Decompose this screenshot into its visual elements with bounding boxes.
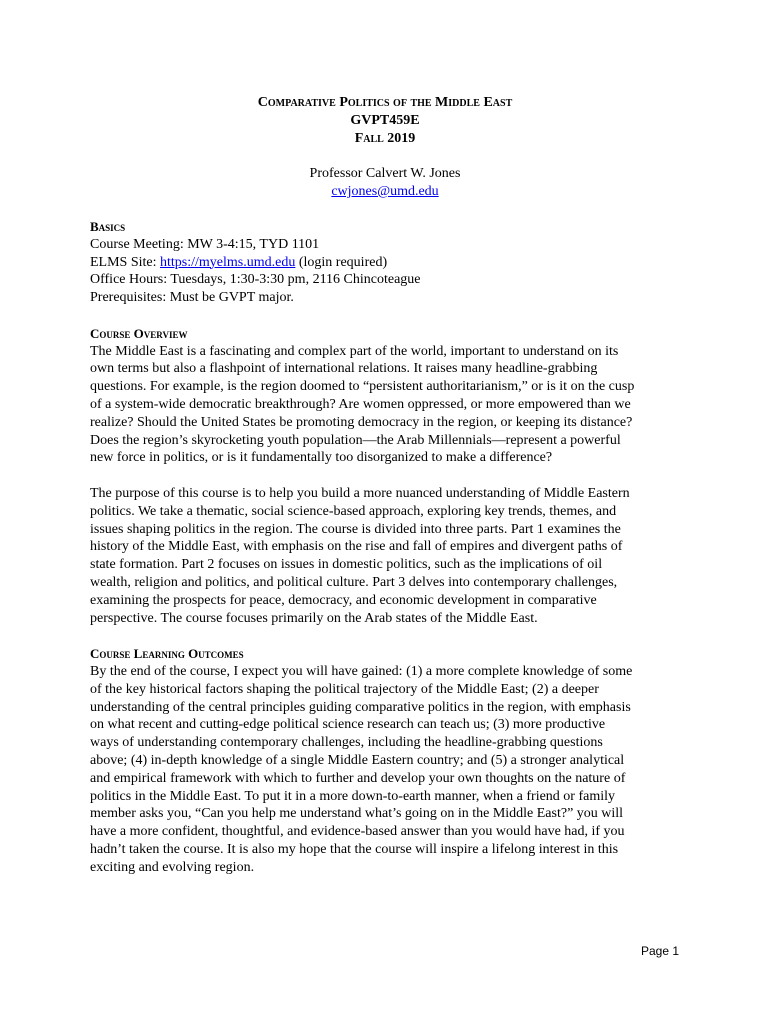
elms-link[interactable]: https://myelms.umd.edu — [160, 254, 296, 270]
text-line: and empirical framework with which to further and develop your own thoughts on the nature of — [90, 770, 626, 786]
course-code: GVPT459E — [350, 113, 420, 128]
outcomes-paragraph — [90, 663, 690, 877]
document-header — [0, 94, 770, 148]
overview-paragraph-2-block — [90, 485, 690, 627]
text-line: politics in the Middle East. To put it in a more down-to-earth manner, when a friend or family — [90, 788, 616, 804]
professor-info — [0, 165, 770, 201]
course-title: Comparative Politics of the Middle East — [257, 95, 513, 110]
text-line: new force in politics, or is it fundamentally too disorganized to make a difference? — [90, 450, 553, 466]
text-line: By the end of the course, I expect you will have gained: (1) a more complete knowledge of some — [90, 663, 633, 679]
text-line: history of the Middle East, with emphasis on the rise and fall of empires and divergent paths of — [90, 539, 623, 555]
text-line: on what recent and cutting-edge political science research can teach us; (3) more productive — [90, 717, 606, 733]
text-line: questions. For example, is the region doomed to “persistent authoritarianism,” or is it on the cusp — [90, 379, 635, 395]
overview-heading: Course Overview — [90, 325, 188, 341]
text-line: perspective. The course focuses primarily on the Arab states of the Middle East. — [90, 610, 538, 626]
elms-suffix: (login required) — [295, 254, 388, 270]
text-line: examining the prospects for peace, democracy, and economic development in comparative — [90, 592, 597, 608]
professor-name: Professor Calvert W. Jones — [309, 166, 461, 181]
text-line: of a system-wide democratic breakthrough? Are women oppressed, or more empowered than we — [90, 396, 631, 412]
overview-paragraph-1 — [90, 343, 690, 468]
overview-paragraph-2 — [90, 485, 690, 627]
elms-prefix: ELMS Site: — [90, 254, 161, 270]
text-line: understanding of the central principles guiding comparative politics in the region, with emphasis — [90, 699, 631, 715]
office-hours: Office Hours: Tuesdays, 1:30-3:30 pm, 2116 Chincoteague — [90, 272, 421, 288]
professor-email-link[interactable]: cwjones@umd.edu — [331, 184, 439, 199]
text-line: own terms but also a flashpoint of international relations. It raises many headline-grabbing — [90, 361, 598, 377]
text-line: member asks you, “Can you help me understand what’s going on in the Middle East?” you will — [90, 806, 624, 822]
course-meeting: Course Meeting: MW 3-4:15, TYD 1101 — [90, 236, 320, 252]
prerequisites: Prerequisites: Must be GVPT major. — [90, 290, 294, 306]
text-line: state formation. Part 2 focuses on issues in domestic politics, such as the implications of oil — [90, 557, 603, 573]
text-line: Does the region’s skyrocketing youth population—the Arab Millennials—represent a powerful — [90, 432, 621, 448]
text-line: have a more confident, thoughtful, and evidence-based answer than you would have had, if you — [90, 824, 625, 840]
basics-heading: Basics — [90, 219, 126, 234]
course-term: Fall 2019 — [354, 131, 416, 146]
text-line: politics. We take a thematic, social science-based approach, exploring key trends, themes, and — [90, 503, 617, 519]
document-body — [90, 218, 690, 894]
elms-site-line — [90, 254, 690, 272]
text-line: realize? Should the United States be promoting democracy in the region, or keeping its distance? — [90, 414, 633, 430]
text-line: The purpose of this course is to help you build a more nuanced understanding of Middle Eastern — [90, 485, 630, 501]
text-line: exciting and evolving region. — [90, 859, 255, 875]
page-number: Page 1 — [641, 944, 680, 958]
text-line: hadn’t taken the course. It is also my hope that the course will inspire a lifelong interest in this — [90, 841, 619, 857]
text-line: above; (4) in-depth knowledge of a single Middle Eastern country; and (5) a stronger analytical — [90, 752, 625, 768]
outcomes-heading: Course Learning Outcomes — [90, 646, 244, 662]
text-line: of the key historical factors shaping the political trajectory of the Middle East; (2) a deeper — [90, 681, 599, 697]
basics-section — [90, 218, 690, 307]
text-line: issues shaping politics in the region. The course is divided into three parts. Part 1 examines the — [90, 521, 621, 537]
text-line: ways of understanding contemporary challenges, including the headline-grabbing questions — [90, 735, 603, 751]
text-line: wealth, religion and politics, and political culture. Part 3 delves into contemporary challenges, — [90, 574, 618, 590]
text-line: The Middle East is a fascinating and complex part of the world, important to understand on its — [90, 343, 619, 359]
overview-section — [90, 325, 690, 467]
outcomes-section — [90, 645, 690, 876]
